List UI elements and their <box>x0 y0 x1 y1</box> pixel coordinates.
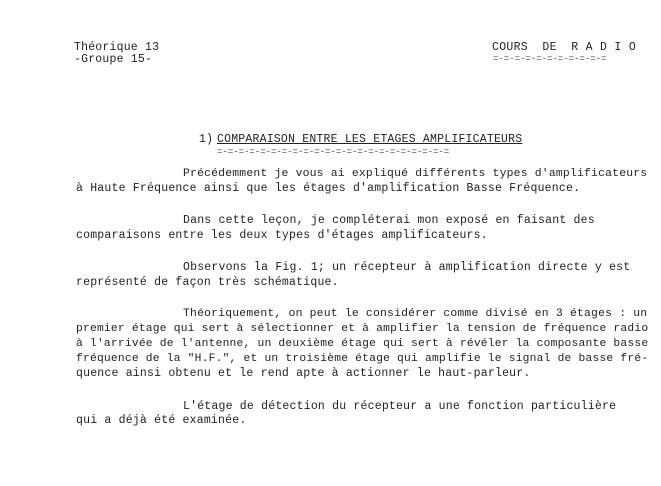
paragraph-4-line-4: fréquence de la "H.F.", et un troisième étage qui amplifie le signal de basse fré- <box>76 353 649 365</box>
paragraph-2-line-1: Dans cette leçon, je compléterai mon exposé en faisant des <box>183 214 595 227</box>
course-number: Théorique 13 <box>74 41 160 54</box>
paragraph-3-line-2: représenté de façon très schématique. <box>76 276 339 289</box>
paragraph-4-line-1: Théoriquement, on peut le considérer comme divisé en 3 étages : un <box>183 308 648 320</box>
paragraph-5-line-2: qui a déjà été examinée. <box>76 414 247 427</box>
group-number: -Groupe 15- <box>74 53 153 66</box>
paragraph-3-line-1: Observons la Fig. 1; un récepteur à amplification directe y est <box>183 261 631 274</box>
paragraph-1-line-2: à Haute Fréquence ainsi que les étages d'amplification Basse Fréquence. <box>76 182 581 195</box>
section-title-underline: =-=-=-=-=-=-=-=-=-=-=-=-=-=-=-=-=-=-=-=-=-= <box>217 147 450 157</box>
paragraph-1-line-1: Précédemment je vous ai expliqué différents types d'amplificateurs <box>183 168 648 180</box>
paragraph-4-line-2: premier étage qui sert à sélectionner et à amplifier la tension de fréquence radio <box>76 323 649 335</box>
paragraph-2-line-2: comparaisons entre les deux types d'étages amplificateurs. <box>76 229 488 242</box>
section-number: 1) <box>199 133 214 146</box>
section-title: COMPARAISON ENTRE LES ETAGES AMPLIFICATEURS <box>217 133 523 146</box>
paragraph-4-line-5: quence ainsi obtenu et le rend apte à actionner le haut-parleur. <box>76 367 531 380</box>
paragraph-4-line-3: à l'arrivée de l'antenne, un deuxième étage qui sert à révéler la composante basse <box>76 338 649 350</box>
course-title-underline: =-=-=-=-=-=-=-=-=-=-= <box>493 54 607 64</box>
paragraph-5-line-1: L'étage de détection du récepteur a une fonction particulière <box>183 400 617 413</box>
course-title: COURS DE R A D I O <box>492 41 637 54</box>
